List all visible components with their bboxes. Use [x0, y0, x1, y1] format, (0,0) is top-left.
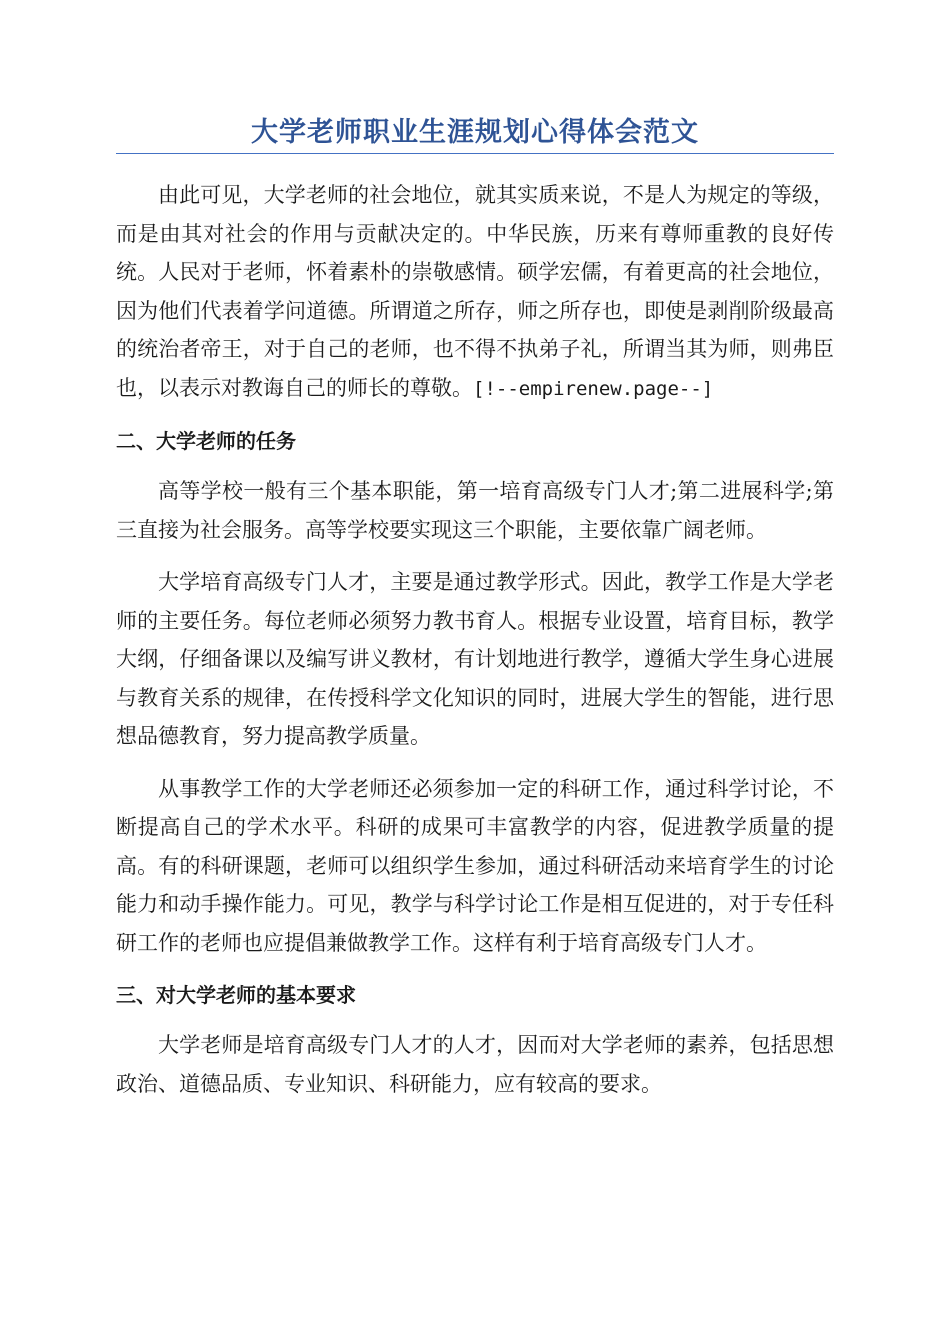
page-break-marker: [!--empirenew.page--]: [473, 377, 714, 400]
paragraph-social-status: [116, 176, 834, 408]
section-heading-tasks: 二、大学老师的任务: [116, 429, 296, 453]
paragraph-text: 由此可见，大学老师的社会地位，就其实质来说，不是人为规定的等级，而是由其对社会的作用与贡献决定的。中华民族，历来有尊师重教的良好传统。人民对于老师，怀着素朴的崇敬感情。硕学宏儒，有着更高的社会地位，因为他们代表着学问道德。所谓道之所存，师之所存也，即使是剥削阶级最高的统治者帝王，对于自己的老师，也不得不执弟子礼，所谓当其为师，则弗臣也，以表示对教诲自己的师长的尊敬。: [116, 183, 834, 400]
paragraph-functions: 高等学校一般有三个基本职能，第一培育高级专门人才;第二进展科学;第三直接为社会服务。高等学校要实现这三个职能，主要依靠广阔老师。: [116, 479, 834, 542]
paragraph-research: 从事教学工作的大学老师还必须参加一定的科研工作，通过科学讨论，不断提高自己的学术水平。科研的成果可丰富教学的内容，促进教学质量的提高。有的科研课题，老师可以组织学生参加，通过科研活动来培育学生的讨论能力和动手操作能力。可见，教学与科学讨论工作是相互促进的，对于专任科研工作的老师也应提倡兼做教学工作。这样有利于培育高级专门人才。: [116, 776, 834, 955]
section-heading-requirements: 三、对大学老师的基本要求: [116, 983, 356, 1007]
document-title: 大学老师职业生涯规划心得体会范文: [116, 110, 834, 154]
paragraph-qualities: 大学老师是培育高级专门人才的人才，因而对大学老师的素养，包括思想政治、道德品质、专业知识、科研能力，应有较高的要求。: [116, 1033, 834, 1096]
document-page: [116, 110, 834, 1103]
paragraph-teaching: 大学培育高级专门人才，主要是通过教学形式。因此，教学工作是大学老师的主要任务。每位老师必须努力教书育人。根据专业设置，培育目标，教学大纲，仔细备课以及编写讲义教材，有计划地进行教学，遵循大学生身心进展与教育关系的规律，在传授科学文化知识的同时，进展大学生的智能，进行思想品德教育，努力提高教学质量。: [116, 570, 834, 748]
